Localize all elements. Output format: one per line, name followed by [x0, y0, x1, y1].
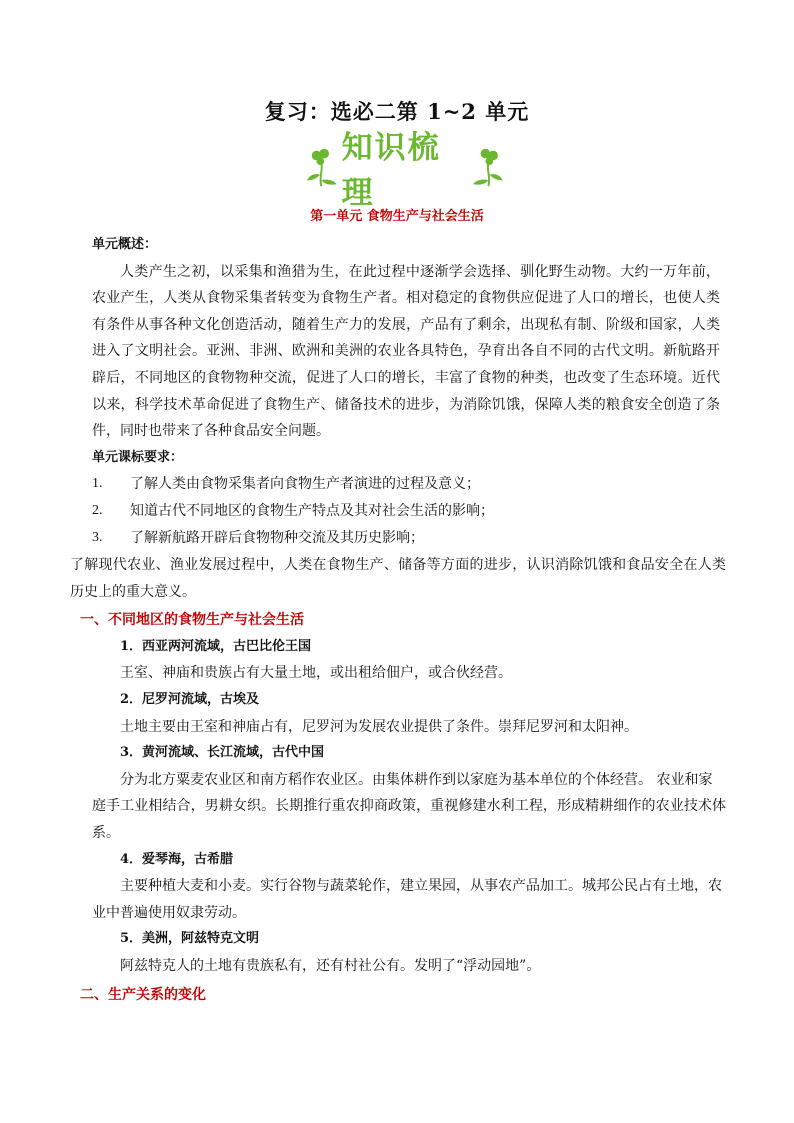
requirement-text: 知道古代不同地区的食物生产特点及其对社会生活的影响；: [130, 502, 494, 519]
subsection-heading: 5．美洲，阿兹特克文明: [120, 931, 260, 947]
overview-text: 人类产生之初，以采集和渔猎为生，在此过程中逐渐学会选择、驯化野生动物。大约一万年前，农业产生，人类从食物采集者转变为食物生产者。相对稳定的食物供应促进了人口的增长，也使人类有条件从事各种文化创造活动，随着生产力的发展，产品有了剩余，出现私有制、阶级和国家，人类进入了文明社会。亚洲、非洲、欧洲和美洲的农业各具特色，孕育出各自不同的古代文明。新航路开辟后，不同地区的食物物种交流，促进了人口的增长，丰富了食物的种类，也改变了生态环境。近代以来，科学技术革命促进了食物生产、储备技术的进步，为消除饥饿，保障人类的粮食安全创造了条件，同时也带来了各种食品安全问题。: [92, 263, 720, 440]
requirement-number: 3.: [92, 529, 103, 545]
requirements-label: 单元课标要求：: [92, 449, 184, 465]
subsection-heading: 4．爱琴海，古希腊: [120, 851, 234, 867]
requirement-item: [92, 525, 720, 552]
subsection-heading: 1．西亚两河流域，古巴比伦王国: [120, 638, 312, 654]
knowledge-banner: [305, 130, 505, 211]
clover-sprig-icon: [305, 145, 338, 189]
clover-sprig-icon: [472, 145, 505, 189]
section-heading-2: 二、生产关系的变化: [80, 986, 206, 1003]
subsection-text: 主要种植大麦和小麦。实行谷物与蔬菜轮作，建立果园，从事农产品加工。城邦公民占有土地，农: [120, 878, 722, 895]
subsection-text: 土地主要由王室和神庙占有，尼罗河为发展农业提供了条件。崇拜尼罗河和太阳神。: [120, 718, 638, 735]
subsection-list: [70, 634, 726, 980]
subsection-text-continued: 庭手工业相结合，男耕女织。长期推行重农抑商政策，重视修建水利工程，形成精耕细作的农业技术体系。: [92, 798, 726, 841]
subsection-text-continued: 业中普遍使用奴隶劳动。: [92, 904, 246, 921]
body-continued: [70, 552, 726, 1008]
subsection-text: 王室、神庙和贵族占有大量土地，或出租给佃户，或合伙经营。: [120, 665, 512, 682]
subsection-text: 阿兹特克人的土地有贵族私有，还有村社公有。发明了“浮动园地”。: [120, 957, 541, 974]
page-title: 复习：选必二第 1~2 单元: [264, 99, 530, 124]
unit-title: 第一单元 食物生产与社会生活: [310, 209, 484, 224]
requirement-extra: 了解现代农业、渔业发展过程中，人类在食物生产、储备等方面的进步，认识消除饥饿和食品安全在人类历史上的重大意义。: [70, 557, 726, 600]
requirement-text: 了解新航路开辟后食物物种交流及其历史影响；: [130, 529, 424, 546]
requirement-item: [92, 498, 720, 525]
subsection-text: 分为北方粟麦农业区和南方稻作农业区。由集体耕作到以家庭为基本单位的个体经营。 农业和家: [120, 771, 713, 788]
requirement-item: [92, 471, 720, 498]
requirement-number: 2.: [92, 502, 103, 518]
overview-label: 单元概述：: [92, 237, 158, 252]
requirement-number: 1.: [92, 476, 103, 492]
section-heading-1: 一、不同地区的食物生产与社会生活: [80, 612, 304, 629]
document-body: [92, 232, 720, 551]
subsection-heading: 2．尼罗河流域，古埃及: [120, 691, 260, 707]
subsection-heading: 3．黄河流域、长江流域，古代中国: [120, 745, 325, 761]
requirement-text: 了解人类由食物采集者向食物生产者演进的过程及意义；: [130, 476, 480, 493]
banner-title: 知识梳理: [341, 130, 441, 211]
